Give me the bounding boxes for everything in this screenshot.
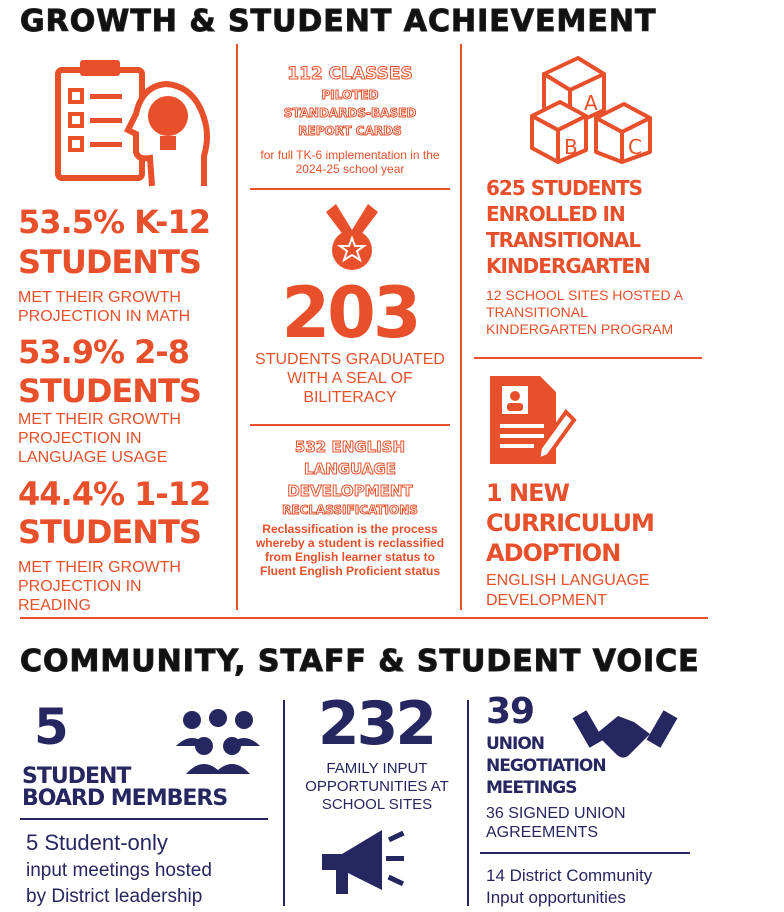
tk-note: 12 SCHOOL SITES HOSTED A TRANSITIONAL KINDERGARTEN PROGRAM [486, 287, 683, 337]
divider [283, 700, 285, 906]
reading-students: STUDENTS [18, 513, 201, 551]
handshake-icon [578, 694, 672, 762]
group-people-icon [172, 710, 264, 782]
language-students: STUDENTS [18, 372, 201, 410]
district-note-line2: Input opportunities [486, 888, 626, 907]
eld-line1: 532 ENGLISH [294, 438, 406, 456]
divider [250, 188, 450, 190]
block-letter-a: A [584, 91, 598, 115]
eld-note: Reclassification is the process whereby a student is reclassified from English learner status to Fluent English Proficient status [255, 522, 445, 578]
board-line2: BOARD MEMBERS [22, 786, 228, 811]
megaphone-icon [318, 818, 414, 898]
divider [20, 617, 708, 619]
eld-line3: DEVELOPMENT [287, 482, 413, 500]
biliteracy-label: STUDENTS GRADUATED WITH A SEAL OF BILITERACY [255, 351, 445, 406]
union-count: 39 [486, 691, 535, 732]
tk-line1: 625 STUDENTS [486, 176, 643, 200]
classes-note: for full TK-6 implementation in the 2024-25 school year [260, 148, 440, 176]
divider [460, 44, 462, 610]
tk-line3: TRANSITIONAL [486, 228, 641, 252]
family-label: FAMILY INPUT OPPORTUNITIES AT SCHOOL SITES [305, 760, 449, 813]
reading-label: MET THEIR GROWTH PROJECTION IN READING [18, 559, 181, 614]
board-note-line1: 5 Student-only [26, 830, 168, 855]
eld-line2: LANGUAGE [304, 460, 396, 478]
biliteracy-count: 203 [281, 272, 419, 354]
district-note-line1: 14 District Community [486, 866, 653, 885]
family-count: 232 [317, 689, 435, 759]
board-note-line2: input meetings hosted [26, 860, 212, 881]
board-note-line3: by District leadership [26, 886, 203, 907]
clipboard-brain-icon [54, 56, 214, 196]
language-label: MET THEIR GROWTH PROJECTION IN LANGUAGE USAGE [18, 411, 181, 466]
divider [480, 852, 690, 854]
document-pencil-icon [486, 372, 578, 468]
growth-section-title: GROWTH & STUDENT ACHIEVEMENT [20, 4, 657, 39]
math-label: MET THEIR GROWTH PROJECTION IN MATH [18, 289, 191, 325]
tk-line2: ENROLLED IN [486, 202, 625, 226]
medal-icon [320, 204, 384, 274]
union-note: 36 SIGNED UNION AGREEMENTS [486, 805, 626, 841]
curriculum-line2: CURRICULUM [486, 509, 654, 537]
abc-blocks-icon [528, 54, 658, 164]
divider [236, 44, 238, 610]
curriculum-line3: ADOPTION [486, 539, 621, 567]
curriculum-line1: 1 NEW [486, 479, 570, 507]
language-pct: 53.9% 2-8 [18, 333, 189, 371]
reading-pct: 44.4% 1-12 [18, 475, 211, 513]
math-students: STUDENTS [18, 243, 201, 281]
community-section-title: COMMUNITY, STAFF & STUDENT VOICE [20, 644, 700, 679]
classes-line2: STANDARDS-BASED [283, 106, 417, 120]
classes-count: 112 CLASSES [287, 64, 413, 84]
board-line1: STUDENT [22, 764, 131, 789]
block-letter-b: B [564, 135, 578, 159]
divider [250, 424, 450, 426]
tk-line4: KINDERGARTEN [486, 254, 650, 278]
classes-line3: REPORT CARDS [298, 124, 402, 138]
classes-line1: PILOTED [321, 88, 379, 102]
divider [20, 818, 268, 820]
union-line3: MEETINGS [486, 778, 577, 798]
union-line1: UNION [486, 734, 545, 754]
divider [467, 700, 469, 906]
eld-line4: RECLASSIFICATIONS [282, 503, 418, 517]
divider [474, 357, 702, 359]
block-letter-c: C [628, 135, 642, 159]
board-count: 5 [34, 698, 68, 756]
math-pct: 53.5% K-12 [18, 203, 210, 241]
curriculum-note: ENGLISH LANGUAGE DEVELOPMENT [486, 572, 650, 609]
union-line2: NEGOTIATION [486, 756, 606, 776]
